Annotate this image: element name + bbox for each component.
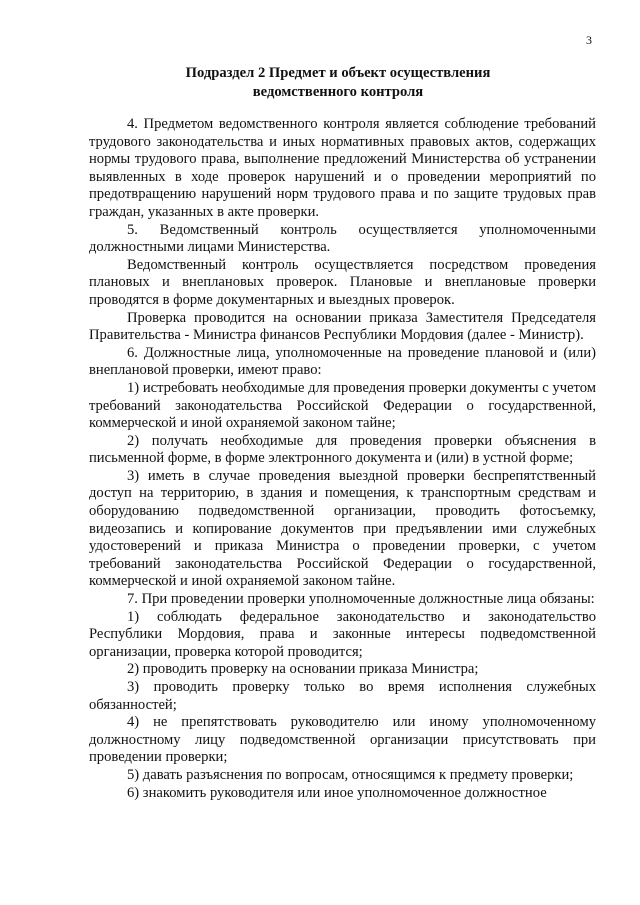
paragraph-duty-4: 4) не препятствовать руководителю или иному уполномоченному должностному лицу подведомственной организации присутствовать при проведении проверки;: [89, 714, 596, 766]
paragraph-duty-6: 6) знакомить руководителя или иное уполномоченное должностное: [127, 784, 547, 801]
paragraph-duty-2: 2) проводить проверку на основании приказа Министра;: [127, 661, 479, 678]
document-body: [89, 116, 596, 802]
paragraph-item-4: 4. Предметом ведомственного контроля является соблюдение требований трудового законодательства и иных нормативных правовых актов, содержащих нормы трудового права, выполнение предложений Министерства об устранении выявленных в ходе проверок нарушений и о проведении мероприятий по предотвращению нарушений норм трудового права и по защите трудовых прав граждан, указанных в акте проверки.: [89, 116, 596, 220]
paragraph-control-forms: Ведомственный контроль осуществляется посредством проведения плановых и внеплановых проверок. Плановые и внеплановые проверки проводятся в форме документарных и выездных проверок.: [89, 256, 596, 308]
paragraph-right-2: 2) получать необходимые для проведения проверки объяснения в письменной форме, в форме электронного документа и (или) в устной форме;: [89, 432, 596, 467]
paragraph-item-7: 7. При проведении проверки уполномоченные должностные лица обязаны:: [127, 591, 595, 608]
section-heading: [88, 64, 588, 102]
paragraph-duty-3: 3) проводить проверку только во время исполнения служебных обязанностей;: [89, 679, 596, 713]
paragraph-duty-1: 1) соблюдать федеральное законодательство и законодательство Республики Мордовия, права и законные интересы подведомственной организации, проверка которой проводится;: [89, 608, 596, 660]
page-number: 3: [586, 33, 592, 47]
paragraph-item-6: 6. Должностные лица, уполномоченные на проведение плановой и (или) внеплановой проверки, имеют право:: [89, 344, 596, 379]
paragraph-duty-5: 5) давать разъяснения по вопросам, относящимся к предмету проверки;: [127, 766, 574, 783]
paragraph-right-1: 1) истребовать необходимые для проведения проверки документы с учетом требований законодательства Российской Федерации о государственной, коммерческой и иной охраняемой законом тайне;: [89, 379, 596, 432]
paragraph-inspection-basis: Проверка проводится на основании приказа Заместителя Председателя Правительства - Министра финансов Республики Мордовия (далее - Министр).: [89, 309, 596, 344]
section-heading-line-2: ведомственного контроля: [252, 84, 424, 100]
paragraph-right-3: 3) иметь в случае проведения выездной проверки беспрепятственный доступ на территорию, в здания и помещения, к транспортным средствам и оборудованию подведомственной организации, проводить фотосъемку, видеозапись и копирование документов при предъявлении ими служебных удостоверений и приказа Министра о проведении проверки, с учетом требований законодательства Российской Федерации о государственной, коммерческой и иной охраняемой законом тайне.: [89, 467, 596, 590]
section-heading-line-1: Подраздел 2 Предмет и объект осуществления: [185, 65, 491, 81]
paragraph-item-5: 5. Ведомственный контроль осуществляется уполномоченными должностными лицами Министерства.: [89, 221, 596, 256]
